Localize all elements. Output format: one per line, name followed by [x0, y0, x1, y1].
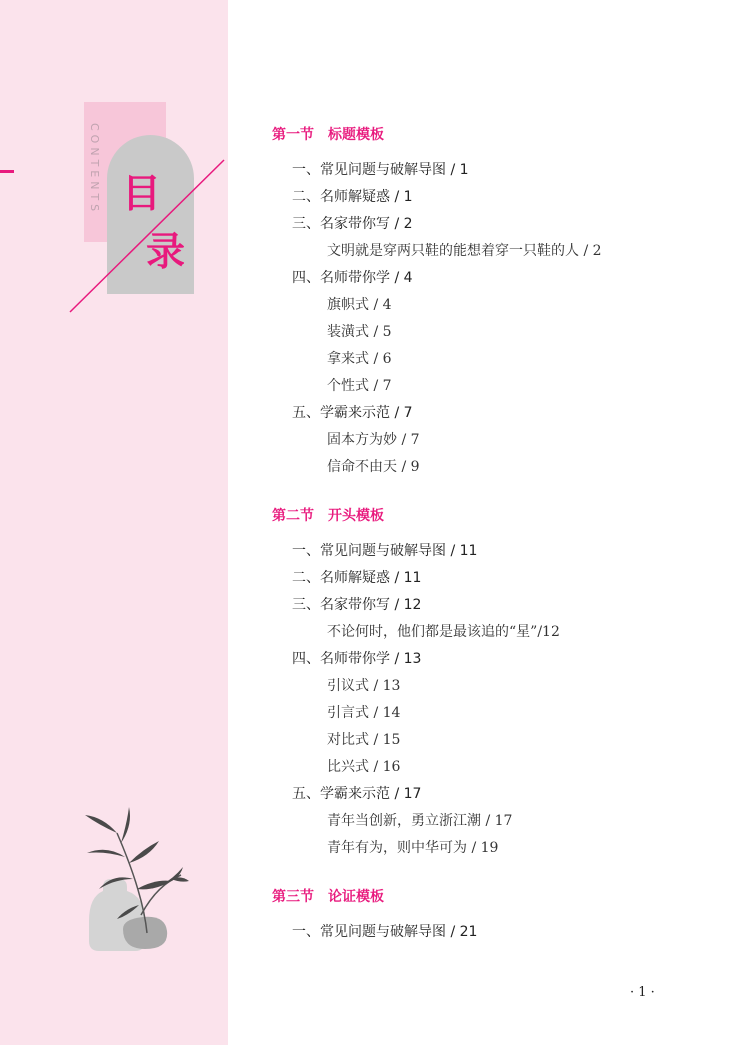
- toc-subitem[interactable]: 青年有为，则中华可为 / 19: [327, 840, 499, 856]
- toc-item[interactable]: 二、名师解疑惑 / 11: [292, 570, 422, 586]
- toc-subitem[interactable]: 装潢式 / 5: [327, 324, 392, 340]
- toc-item[interactable]: 五、学霸来示范 / 17: [292, 786, 422, 802]
- toc-item[interactable]: 一、常见问题与破解导图 / 11: [292, 543, 478, 559]
- toc-subitem[interactable]: 引议式 / 13: [327, 678, 401, 694]
- toc-item[interactable]: 三、名家带你写 / 12: [292, 597, 422, 613]
- page-number: · 1 ·: [630, 985, 655, 1000]
- contents-label: CONTENTS: [88, 123, 101, 216]
- title-char-1: 目: [122, 172, 162, 217]
- toc-subitem[interactable]: 旗帜式 / 4: [327, 297, 392, 313]
- toc-item[interactable]: 一、常见问题与破解导图 / 21: [292, 924, 478, 940]
- toc-subitem[interactable]: 引言式 / 14: [327, 705, 401, 721]
- toc-subitem[interactable]: 拿来式 / 6: [327, 351, 392, 367]
- toc-subitem[interactable]: 信命不由天 / 9: [327, 459, 420, 475]
- toc-item[interactable]: 一、常见问题与破解导图 / 1: [292, 162, 469, 178]
- toc-subitem[interactable]: 对比式 / 15: [327, 732, 401, 748]
- toc-subitem[interactable]: 青年当创新，勇立浙江潮 / 17: [327, 813, 513, 829]
- toc-item[interactable]: 三、名家带你写 / 2: [292, 216, 413, 232]
- toc-item[interactable]: 四、名师带你学 / 4: [292, 270, 413, 286]
- toc-subitem[interactable]: 固本方为妙 / 7: [327, 432, 420, 448]
- toc-subitem[interactable]: 不论何时，他们都是最该追的“星”/12: [327, 624, 560, 640]
- toc-item[interactable]: 五、学霸来示范 / 7: [292, 405, 413, 421]
- section-title[interactable]: 第三节 论证模板: [272, 889, 384, 905]
- toc-subitem[interactable]: 文明就是穿两只鞋的能想着穿一只鞋的人 / 2: [327, 243, 602, 259]
- toc-item[interactable]: 四、名师带你学 / 13: [292, 651, 422, 667]
- toc-subitem[interactable]: 比兴式 / 16: [327, 759, 401, 775]
- diagonal-line: [0, 0, 240, 320]
- section-title[interactable]: 第二节 开头模板: [272, 508, 384, 524]
- title-char-2: 录: [146, 230, 186, 275]
- potted-plant-icon: [75, 805, 195, 955]
- section-title[interactable]: 第一节 标题模板: [272, 127, 384, 143]
- toc-subitem[interactable]: 个性式 / 7: [327, 378, 392, 394]
- toc-item[interactable]: 二、名师解疑惑 / 1: [292, 189, 413, 205]
